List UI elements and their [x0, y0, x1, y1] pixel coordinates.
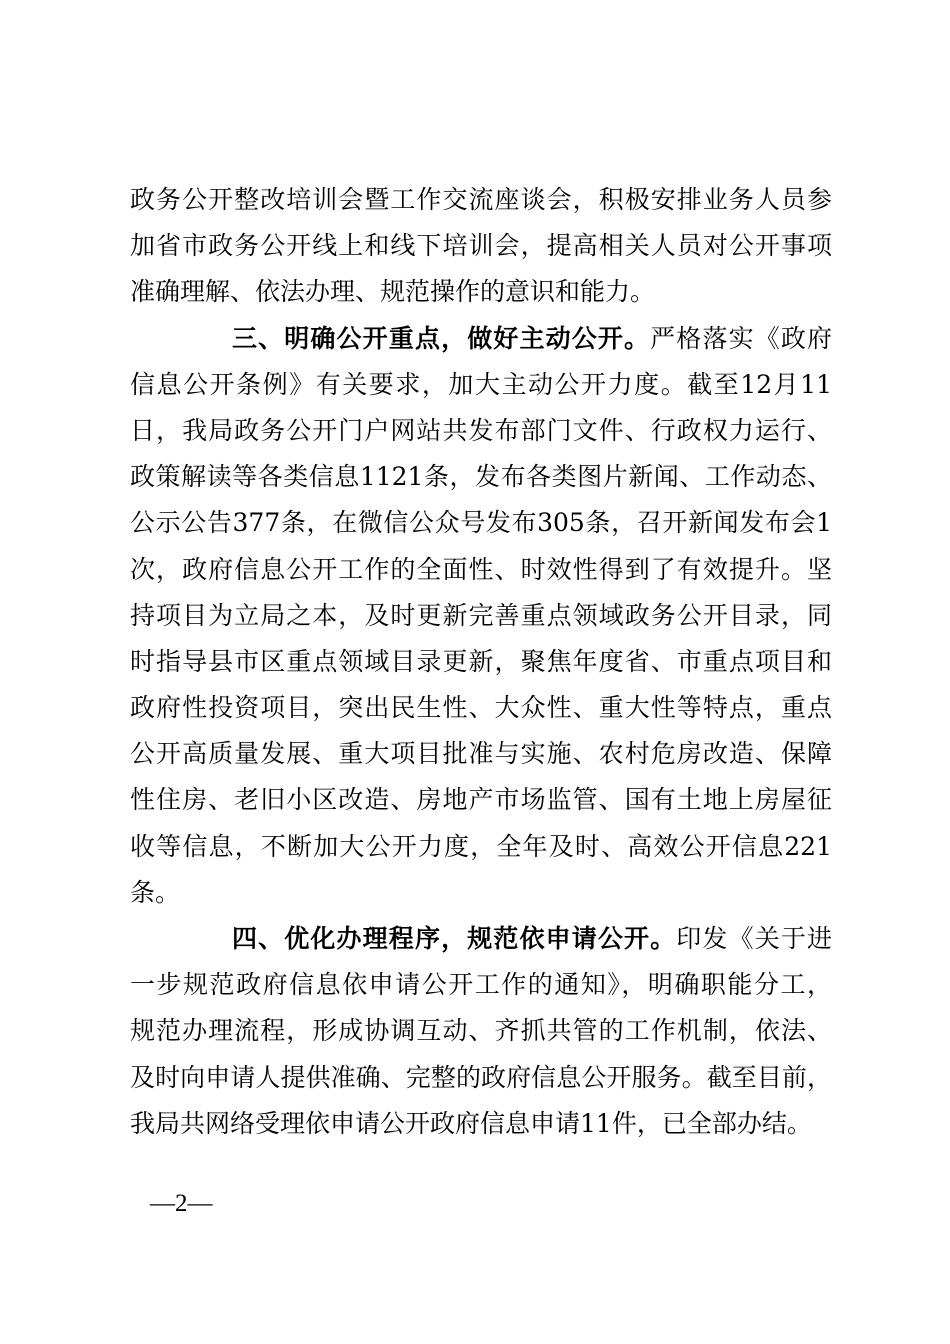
text-line: 加省市政务公开线上和线下培训会，提高相关人员对公开事项	[130, 231, 832, 261]
text-line: 一步规范政府信息依申请公开工作的通知》，明确职能分工，	[130, 970, 832, 1000]
text-line	[130, 316, 832, 362]
page-number: —2—	[150, 1190, 213, 1217]
text-line: 性住房、老旧小区改造、房地产市场监管、国有土地上房屋征	[130, 785, 832, 815]
section-3-paragraph	[130, 316, 832, 916]
text-line	[130, 916, 832, 962]
text-line: 信息公开条例》有关要求，加大主动公开力度。截至12月11	[130, 369, 832, 399]
section-4-heading: 四、优化办理程序，规范依申请公开。	[232, 924, 677, 953]
section-3-heading: 三、明确公开重点，做好主动公开。	[232, 323, 651, 353]
text-line: 公开高质量发展、重大项目批准与实施、农村危房改造、保障	[130, 739, 832, 769]
paragraph-continuation	[130, 177, 832, 316]
document-body	[130, 177, 832, 1147]
text-line: 及时向申请人提供准确、完整的政府信息公开服务。截至目前，	[130, 1062, 832, 1092]
text-line: 政策解读等各类信息1121条，发布各类图片新闻、工作动态、	[130, 462, 832, 492]
text-line: 收等信息，不断加大公开力度，全年及时、高效公开信息221	[130, 831, 832, 861]
text-line: 政府性投资项目，突出民生性、大众性、重大性等特点，重点	[130, 693, 832, 723]
text-line: 规范办理流程，形成协调互动、齐抓共管的工作机制，依法、	[130, 1016, 832, 1046]
text-line: 公示公告377条，在微信公众号发布305条，召开新闻发布会1	[130, 508, 832, 538]
text-line: 次，政府信息公开工作的全面性、时效性得到了有效提升。坚	[130, 554, 832, 584]
text-segment: 印发《关于进	[676, 924, 832, 953]
section-4-paragraph	[130, 916, 832, 1147]
text-line: 我局共网络受理依申请公开政府信息申请11件，已全部办结。	[130, 1108, 812, 1138]
text-segment: 严格落实《政府	[650, 323, 832, 353]
text-line: 政务公开整改培训会暨工作交流座谈会，积极安排业务人员参	[130, 185, 832, 214]
text-line: 准确理解、依法办理、规范操作的意识和能力。	[130, 277, 656, 307]
text-line: 日，我局政务公开门户网站共发布部门文件、行政权力运行、	[130, 415, 832, 445]
text-line: 时指导县市区重点领域目录更新，聚焦年度省、市重点项目和	[130, 646, 832, 676]
text-line: 持项目为立局之本，及时更新完善重点领域政务公开目录，同	[130, 600, 832, 630]
text-line: 条。	[130, 877, 181, 907]
